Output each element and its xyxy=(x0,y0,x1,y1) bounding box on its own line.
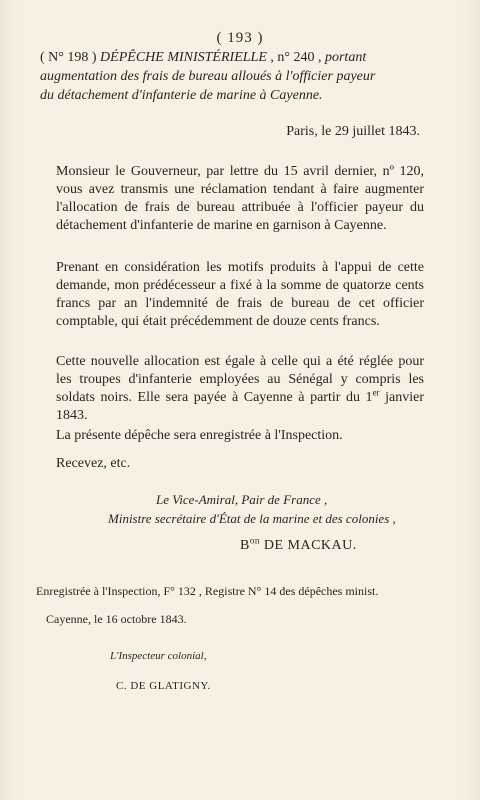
signature-title-2: Ministre secrétaire d'État de la marine et des colonies , xyxy=(108,511,396,526)
signatory-name-superscript: on xyxy=(249,535,260,546)
heading-title: DÉPÊCHE MINISTÉRIELLE xyxy=(100,50,267,65)
heading-subject-1: portant xyxy=(324,50,367,65)
inspector-role: L'Inspecteur colonial, xyxy=(110,650,207,662)
signatory-name-text: DE MACKAU. xyxy=(259,538,357,553)
paragraph-1 xyxy=(56,163,424,235)
registration-place-date: Cayenne, le 16 octobre 1843. xyxy=(46,612,187,626)
signatory-name xyxy=(240,535,357,554)
paragraph-4: La présente dépêche sera enregistrée à l'Inspection. xyxy=(56,428,343,443)
heading-prefix: ( N° 198 ) xyxy=(40,50,101,65)
paragraph-3 xyxy=(56,353,424,425)
paragraph-2-text: Prenant en considération les motifs produits à l'appui de cette demande, mon prédécesseur a fixé à la somme de quatorze cents francs par an l'indemnité de frais de bureau de cet officier comptable, qui était précédemment de douze cents francs. xyxy=(56,260,424,329)
paragraph-1-text: Monsieur le Gouverneur, par lettre du 15 avril dernier, nº 120, vous avez transmis une réclamation tendant à faire augmenter l'allocation de frais de bureau attribuée à l'officier payeur du détachement d'infanterie de marine en garnison à Cayenne. xyxy=(56,164,424,233)
signatory-name-prefix: B xyxy=(240,538,250,553)
paragraph-3-text: Cette nouvelle allocation est égale à celle qui a été réglée pour les troupes d'infanterie employées au Sénégal y compris les soldats noirs. Elle sera payée à Cayenne à partir du 1 xyxy=(56,354,424,405)
heading-subject-2: augmentation des frais de bureau alloués à l'officier payeur xyxy=(40,69,376,84)
paragraph-2 xyxy=(56,259,424,331)
registration-line: Enregistrée à l'Inspection, F° 132 , Registre N° 14 des dépêches minist. xyxy=(36,584,379,598)
inspector-name: C. DE GLATIGNY. xyxy=(116,680,211,692)
paragraph-3-end: janvier 1843. xyxy=(56,390,425,423)
page-number: ( 193 ) xyxy=(216,30,264,46)
paragraph-3-superscript: er xyxy=(372,387,380,398)
heading-subject-3: du détachement d'infanterie de marine à Cayenne. xyxy=(40,88,323,103)
paragraph-5: Recevez, etc. xyxy=(56,456,131,471)
signature-title-1: Le Vice-Amiral, Pair de France , xyxy=(156,492,328,507)
place-date: Paris, le 29 juillet 1843. xyxy=(286,124,420,139)
heading-number: , n° 240 , xyxy=(266,50,325,65)
document-heading xyxy=(40,48,450,105)
